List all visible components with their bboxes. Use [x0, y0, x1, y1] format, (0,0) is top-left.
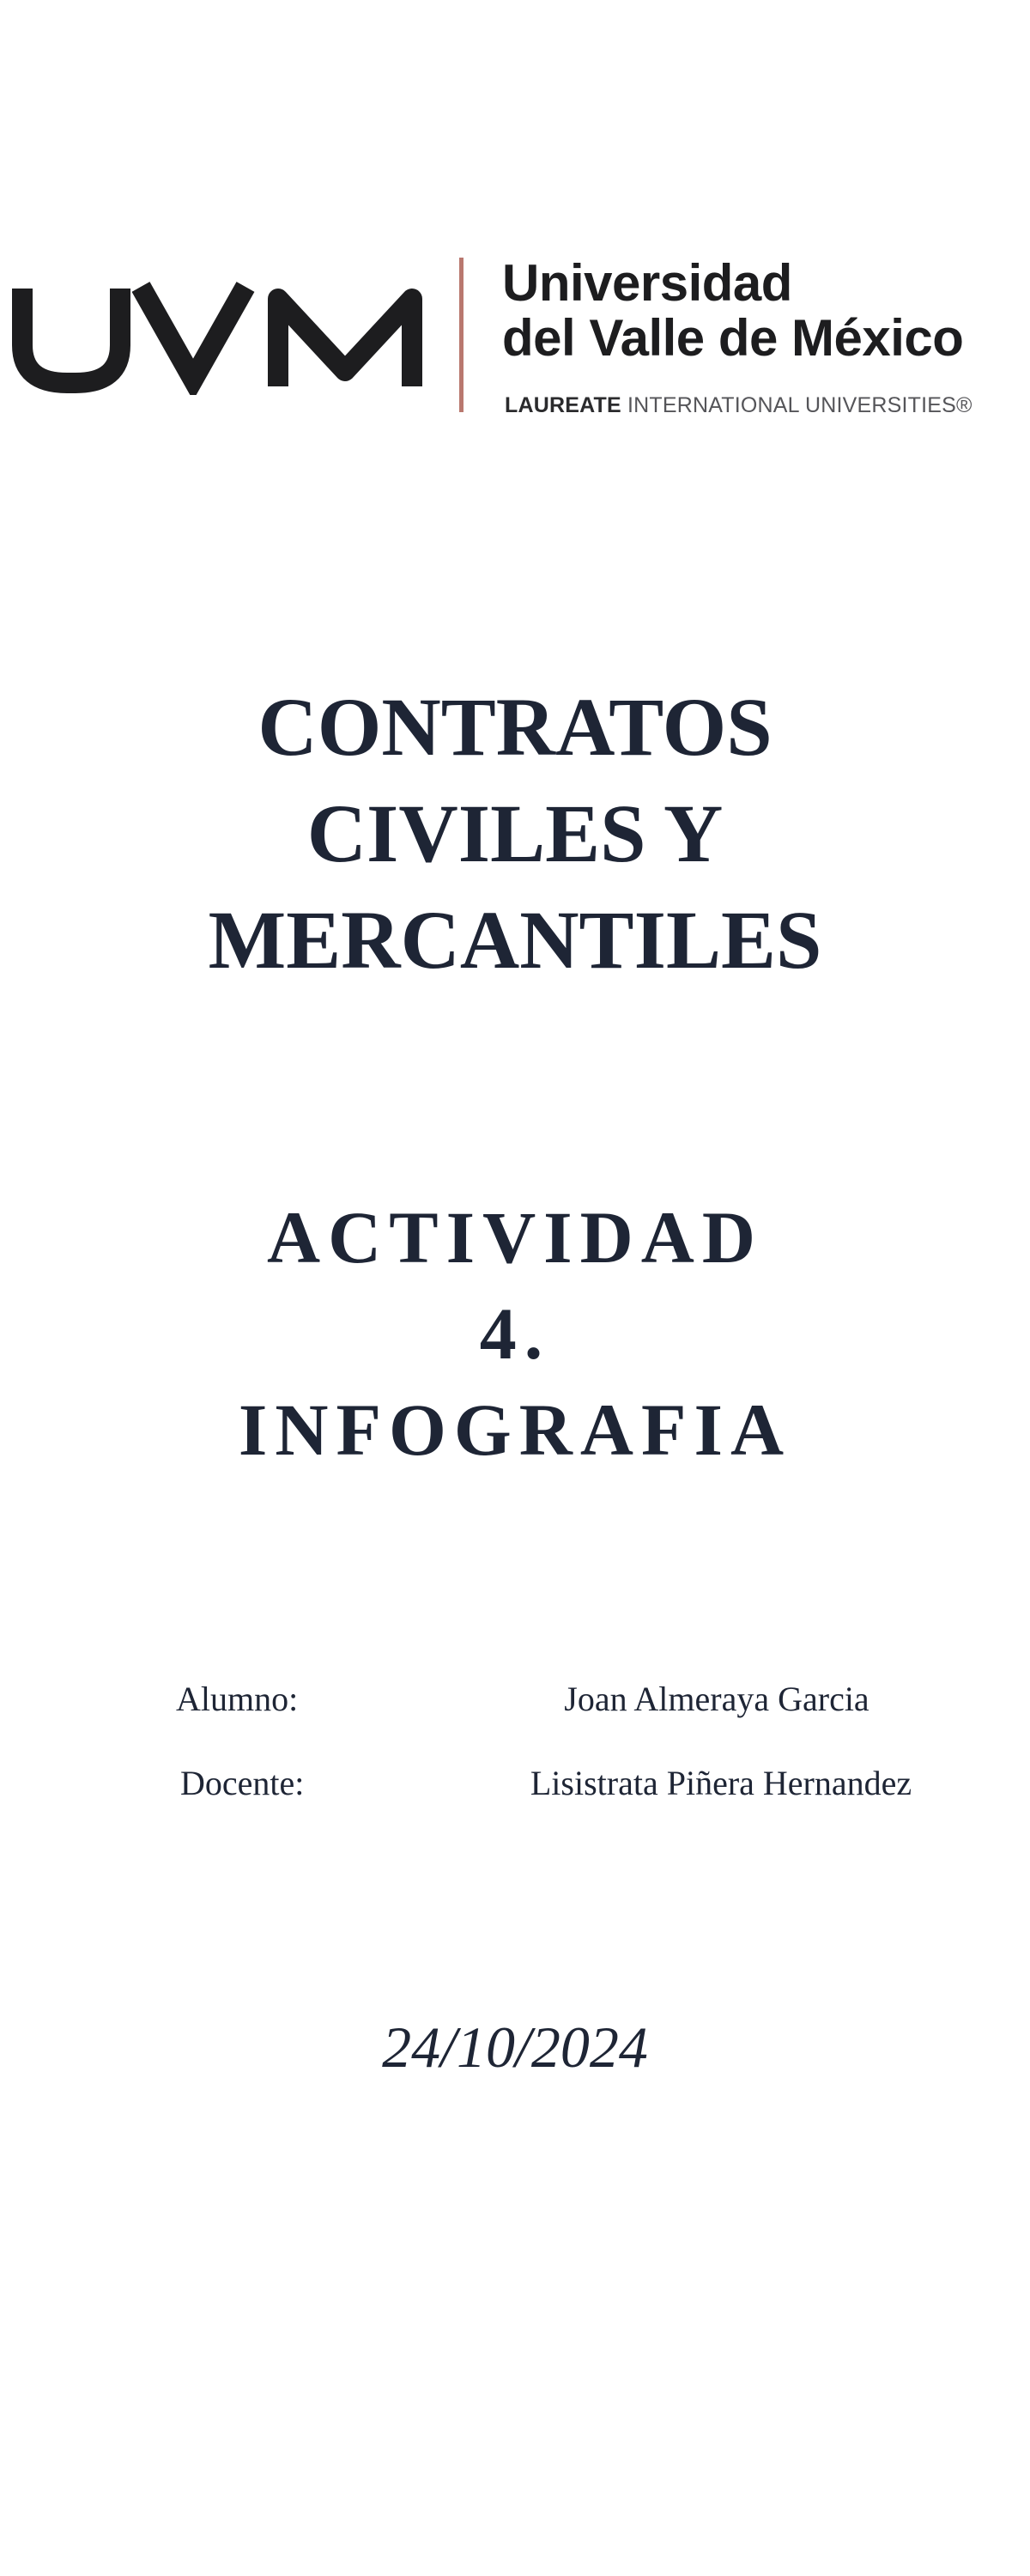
subtitle-line2: 4. [479, 1292, 551, 1375]
title-line3: MERCANTILES [208, 894, 822, 986]
university-name-line1: Universidad [502, 254, 792, 312]
logo-divider [459, 258, 464, 412]
university-logo [0, 240, 1030, 438]
tagline-brand: LAUREATE [505, 393, 621, 417]
title-line1: CONTRATOS [258, 681, 772, 773]
student-name: Joan Almeraya Garcia [564, 1680, 869, 1718]
teacher-label: Docente: [180, 1764, 305, 1802]
teacher-row [0, 1763, 1030, 1814]
university-name-line2: del Valle de México [502, 309, 964, 367]
tagline-rest: INTERNATIONAL UNIVERSITIES® [627, 393, 972, 417]
student-label: Alumno: [176, 1680, 299, 1718]
uvm-logo-mark [10, 275, 422, 395]
title-line2: CIVILES Y [306, 787, 724, 879]
activity-subtitle [0, 1189, 1030, 1478]
teacher-name: Lisistrata Piñera Hernandez [530, 1764, 912, 1802]
document-date: 24/10/2024 [382, 2014, 648, 2080]
document-title [0, 674, 1030, 993]
logo-tagline [505, 393, 972, 418]
university-name [502, 256, 963, 366]
student-row [0, 1679, 1030, 1730]
subtitle-line3: INFOGRAFIA [238, 1388, 792, 1471]
subtitle-line1: ACTIVIDAD [267, 1196, 763, 1279]
